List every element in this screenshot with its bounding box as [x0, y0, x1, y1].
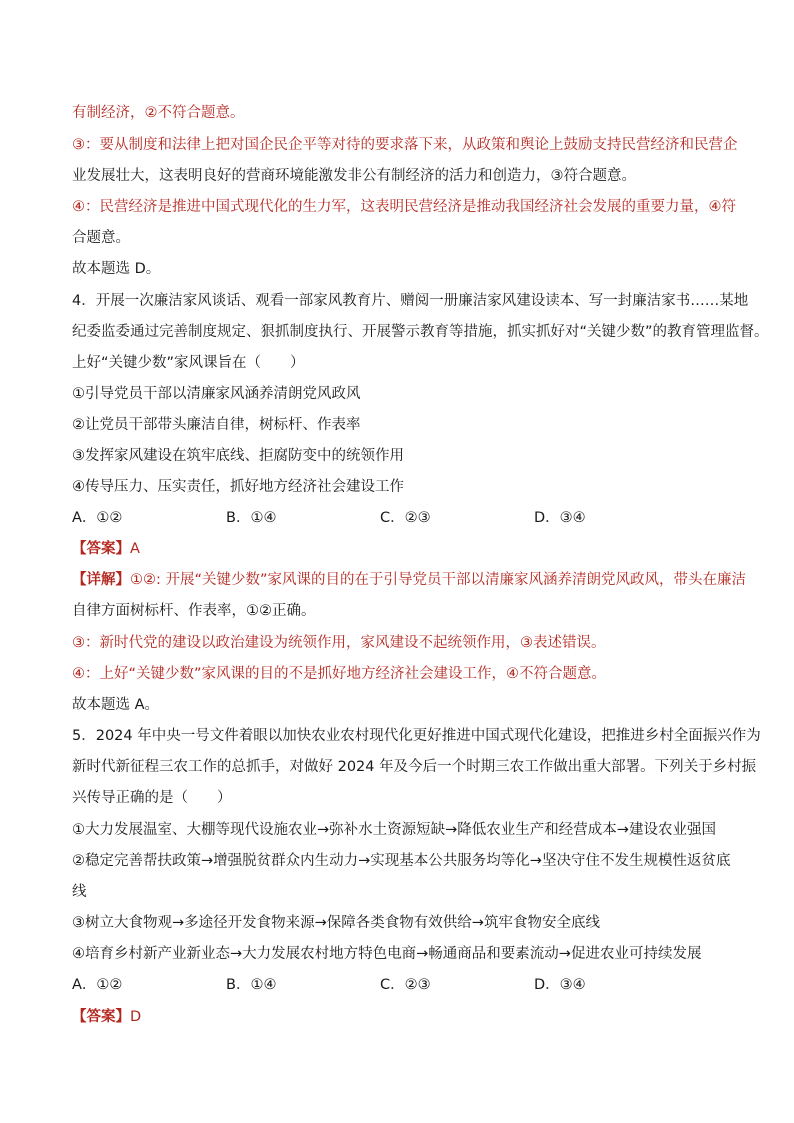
- q3-analysis-p3-line1: ③：要从制度和法律上把对国企民企平等对待的要求落下来，从政策和舆论上鼓励支持民营经济和民营企: [72, 137, 738, 153]
- q4-stem-line2: 纪委监委通过完善制度规定、狠抓制度执行、开展警示教育等措施，抓实抓好对“关键少数”的教育管理监督。: [72, 324, 769, 340]
- detail-text: ①②: 开展“关键少数”家风课的目的在于引导党员干部以清廉家风涵养清朗党风政风，带头在廉洁: [130, 572, 747, 588]
- q4-option-b: B．①④: [226, 510, 277, 526]
- q4-stem-line3: 上好“关键少数”家风课旨在（ ）: [72, 355, 305, 371]
- q4-detail-line2: 自律方面树标杆、作表率，①②正确。: [72, 603, 316, 619]
- q5-option-a: A．①②: [72, 977, 123, 993]
- q4-answer: [72, 539, 732, 559]
- q4-stem-line1: 4．开展一次廉洁家风谈话、观看一部家风教育片、赠阅一册廉洁家风建设读本、写一封廉洁家书……某地: [72, 293, 749, 309]
- q5-option-b: B．①④: [226, 977, 277, 993]
- answer-value: D: [130, 1009, 142, 1025]
- detail-label: 【详解】: [72, 572, 130, 588]
- q4-option-c: C．②③: [380, 510, 431, 526]
- q4-conclusion: 故本题选 A。: [72, 697, 160, 713]
- answer-value: A: [130, 541, 140, 557]
- q5-item-4: ④培育乡村新产业新业态→大力发展农村地方特色电商→畅通商品和要素流动→促进农业可持续发展: [72, 946, 702, 962]
- q5-stem-line2: 新时代新征程三农工作的总抓手，对做好 2024 年及今后一个时期三农工作做出重大部署。下列关于乡村振: [72, 759, 757, 775]
- q5-item-1: ①大力发展温室、大棚等现代设施农业→弥补水土资源短缺→降低农业生产和经营成本→建设农业强国: [72, 822, 716, 838]
- q4-item-3: ③发挥家风建设在筑牢底线、拒腐防变中的统领作用: [72, 448, 404, 464]
- answer-label: 【答案】: [72, 1009, 130, 1025]
- q4-detail-line3: ③：新时代党的建设以政治建设为统领作用，家风建设不起统领作用，③表述错误。: [72, 635, 606, 651]
- q3-analysis-p3-line2: 业发展壮大，这表明良好的营商环境能激发非公有制经济的活力和创造力，③符合题意。: [72, 168, 636, 184]
- q4-detail-line4: ④：上好“关键少数”家风课的目的不是抓好地方经济社会建设工作，④不符合题意。: [72, 666, 607, 682]
- q4-item-1: ①引导党员干部以清廉家风涵养清朗党风政风: [72, 386, 361, 402]
- q4-item-4: ④传导压力、压实责任，抓好地方经济社会建设工作: [72, 479, 404, 495]
- q4-detail-line1: [72, 570, 747, 590]
- q4-option-d: D．③④: [534, 510, 586, 526]
- q4-option-a: A．①②: [72, 510, 123, 526]
- q4-item-2: ②让党员干部带头廉洁自律，树标杆、作表率: [72, 417, 361, 433]
- q5-option-c: C．②③: [380, 977, 431, 993]
- q3-conclusion: 故本题选 D。: [72, 261, 161, 277]
- answer-label: 【答案】: [72, 541, 130, 557]
- q5-option-d: D．③④: [534, 977, 586, 993]
- q3-analysis-p4-line2: 合题意。: [72, 230, 130, 246]
- q5-answer: [72, 1007, 732, 1027]
- q5-item-2-line2: 线: [72, 884, 87, 900]
- q5-item-3: ③树立大食物观→多途径开发食物来源→保障各类食物有效供给→筑牢食物安全底线: [72, 915, 600, 931]
- q3-analysis-p4-line1: ④：民营经济是推进中国式现代化的生力军，这表明民营经济是推动我国经济社会发展的重要力量，④符: [72, 199, 736, 215]
- q5-stem-line3: 兴传导正确的是（ ）: [72, 790, 232, 806]
- q5-item-2-line1: ②稳定完善帮扶政策→增强脱贫群众内生动力→实现基本公共服务均等化→坚决守住不发生规模性返贫底: [72, 853, 731, 869]
- q5-stem-line1: 5．2024 年中央一号文件着眼以加快农业农村现代化更好推进中国式现代化建设，把推进乡村全面振兴作为: [72, 728, 761, 744]
- q3-analysis-line: 有制经济，②不符合题意。: [72, 105, 245, 121]
